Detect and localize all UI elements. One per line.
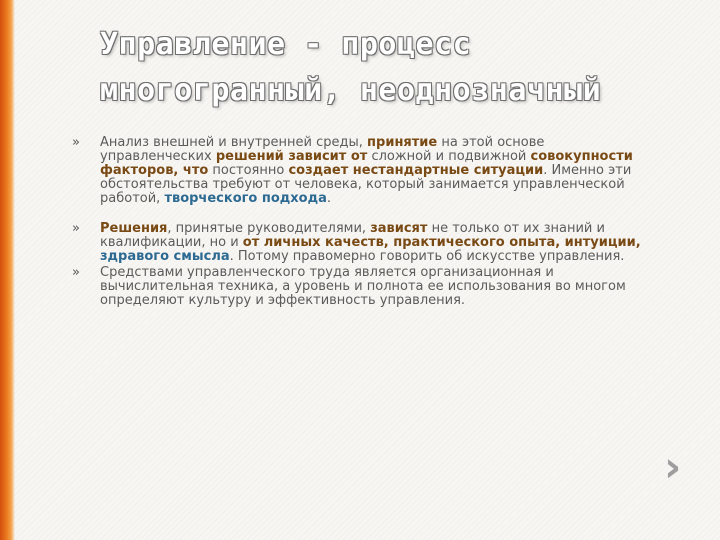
body-text: сложной и подвижной — [367, 149, 531, 164]
orange-side-band — [0, 0, 15, 540]
bullet-text — [100, 265, 626, 308]
body-text: на этой основе управленческих — [100, 135, 545, 164]
emphasis-text: создает нестандартные ситуации — [288, 163, 544, 178]
emphasis-text: зависят — [370, 221, 428, 236]
bullet-marker: » — [72, 135, 80, 150]
bullet-item-2 — [70, 222, 650, 264]
bullet-item-3 — [70, 266, 650, 308]
body-text: не только от их знаний и квалификации, но и — [100, 221, 605, 250]
title-line-2: многогранный, неоднозначный — [100, 73, 602, 108]
bullet-marker: » — [72, 221, 80, 236]
emphasis-text: творческого подхода — [164, 191, 327, 206]
body-text: . Именно эти обстоятельства требуют от человека, который занимается управленческой работой, — [100, 163, 632, 206]
slide-title — [100, 22, 700, 114]
emphasis-text: совокупности факторов, что — [100, 149, 633, 178]
body-text: . Потому правомерно говорить об искусстве управления. — [229, 249, 625, 264]
bullet-text — [100, 135, 633, 206]
bullet-item-1 — [70, 136, 650, 206]
emphasis-text: от личных качеств, практического опыта, интуиции, — [242, 235, 641, 250]
emphasis-text: решений зависит от — [215, 149, 368, 164]
body-text: , принятые руководителями, — [167, 221, 371, 236]
body-text: . — [326, 191, 332, 206]
chevron-right-icon[interactable]: › — [664, 442, 682, 491]
title-line-1: Управление - процесс — [100, 27, 472, 62]
bullet-marker: » — [72, 265, 80, 280]
bullet-list — [70, 136, 650, 308]
bullet-text — [100, 221, 641, 264]
body-text: постоянно — [208, 163, 289, 178]
emphasis-text: Решения — [100, 221, 168, 236]
emphasis-text: принятие — [367, 135, 438, 150]
body-text: Средствами управленческого труда является организационная и вычислительная техника, а уровень и полнота ее использования во многом определяют культуру и эффективность управления. — [100, 265, 626, 308]
body-text: Анализ внешней и внутренней среды, — [100, 135, 368, 150]
emphasis-text: здравого смысла — [100, 249, 230, 264]
